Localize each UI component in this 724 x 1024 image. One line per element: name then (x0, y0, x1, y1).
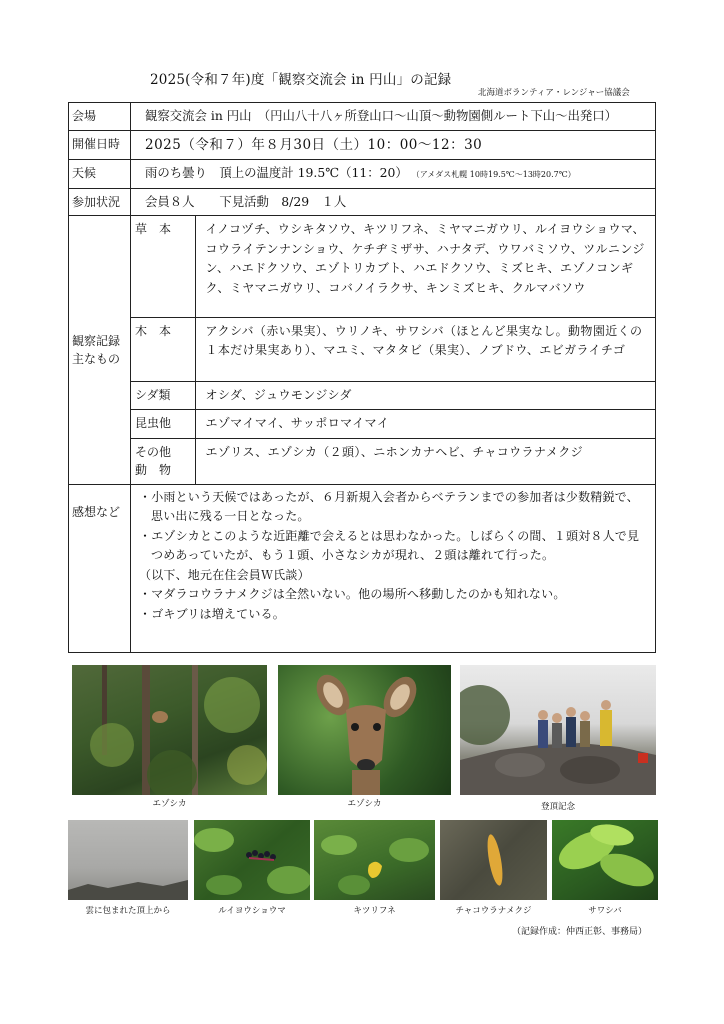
leaves-image (552, 820, 658, 900)
photo-caption: キツリフネ (353, 906, 396, 916)
photo-kitsurifune (314, 820, 435, 900)
record-table (68, 102, 656, 653)
category-insects-items: エゾマイマイ、サッポロマイマイ (195, 410, 655, 438)
record-credit: （記録作成：仲西正彰、事務局） (512, 927, 648, 937)
impressions-cell (131, 485, 656, 653)
photo-sawashiba (552, 820, 658, 900)
organization-name: 北海道ボランティア・レンジャー協議会 (478, 88, 630, 98)
photo-summit (460, 665, 656, 795)
impressions-label: 感想など (69, 485, 131, 653)
photo-deer-closeup (278, 665, 451, 795)
photo-caption: エゾシカ (347, 799, 382, 809)
category-trees: 木 本 (131, 317, 195, 381)
impression-item: ・エゾシカとこのような近距離で会えるとは思わなかった。しばらくの間、１頭対８人で見つめあっていたが、もう１頭、小さなシカが現れ、２頭は離れて行った。 (139, 528, 640, 563)
venue-value: 観察交流会 in 円山 （円山八十八ヶ所登山口～山頂～動物園側ルート下山～出発口） (131, 103, 656, 131)
category-ferns-items: オシダ、ジュウモンジシダ (195, 381, 655, 409)
photo-caption: 登頂記念 (540, 802, 575, 812)
observation-cell (131, 216, 656, 485)
observation-label-line2: 主なもの (72, 352, 121, 367)
venue-label: 会場 (69, 103, 131, 131)
attendance-value: 会員８人 下見活動 8/29 １人 (131, 188, 656, 216)
photo-caption: チャコウラナメクジ (455, 906, 532, 916)
photo-caption: 雲に包まれた頂上から (85, 906, 171, 916)
forest-image (72, 665, 267, 795)
attendance-label: 参加状況 (69, 188, 131, 216)
document-title: 2025(令和７年)度「観察交流会 in 円山」の記録 (150, 72, 452, 88)
date-value: 2025（令和７）年８月30日（土）10：00～12：30 (131, 130, 656, 159)
photo-caption: エゾシカ (152, 799, 187, 809)
summit-image (460, 665, 656, 795)
date-label: 開催日時 (69, 130, 131, 159)
category-ferns: シダ類 (131, 381, 195, 409)
photo-fog (68, 820, 188, 900)
photo-caption: サワシバ (588, 906, 622, 916)
flower-image (314, 820, 435, 900)
impression-item: ・小雨という天候ではあったが、６月新規入会者からベテランまでの参加者は少数精鋭で、思い出に残る一日となった。 (139, 490, 639, 524)
category-trees-items: アクシバ（赤い果実）、ウリノキ、サワシバ（ほとんど果実なし。動物園近くの１本だけ果実あり）、マユミ、マタタビ（果実）、ノブドウ、エビガライチゴ (195, 317, 655, 381)
berries-image (194, 820, 310, 900)
photo-ruiyoushouma (194, 820, 310, 900)
impression-item: （以下、地元在住会員Ｗ氏談） (139, 567, 310, 582)
weather-label: 天候 (69, 159, 131, 188)
weather-cell (131, 159, 656, 188)
observation-table (131, 216, 655, 484)
fog-image (68, 820, 188, 900)
category-animals-items: エゾリス、エゾシカ（２頭）、ニホンカナヘビ、チャコウラナメクジ (205, 444, 584, 459)
weather-note: （アメダス札幌 10時19.5℃～13時20.7℃） (411, 169, 576, 179)
deer-image (278, 665, 451, 795)
observation-label-line1: 観察記録 (72, 333, 121, 348)
category-herbs-items: イノコヅチ、ウシキタソウ、キツリフネ、ミヤマニガウリ、ルイヨウショウマ、コウライテンナンショウ、ケチヂミザサ、ハナタデ、ウワバミソウ、ツルニンジン、ハエドクソウ、エゾトリカブト、ハエドクソウ、ミズヒキ、エゾノコンギク、ミヤマニガウリ、コバノイラクサ、キンミズヒキ、クルマバソウ (195, 216, 655, 317)
photo-deer-forest (72, 665, 267, 795)
impression-item: ・マダラコウラナメクジは全然いない。他の場所へ移動したのかも知れない。 (139, 587, 566, 602)
photo-caption: ルイヨウショウマ (218, 906, 286, 916)
observation-label (69, 216, 131, 485)
category-herbs: 草 本 (131, 216, 195, 317)
weather-value: 雨のち曇り 頂上の温度計 19.5℃（11：20） (145, 164, 408, 180)
photo-slug (440, 820, 547, 900)
slug-image (440, 820, 547, 900)
category-insects: 昆虫他 (131, 410, 195, 438)
category-animals: その他 動 物 (131, 438, 195, 484)
impression-item: ・ゴキブリは増えている。 (139, 606, 285, 621)
